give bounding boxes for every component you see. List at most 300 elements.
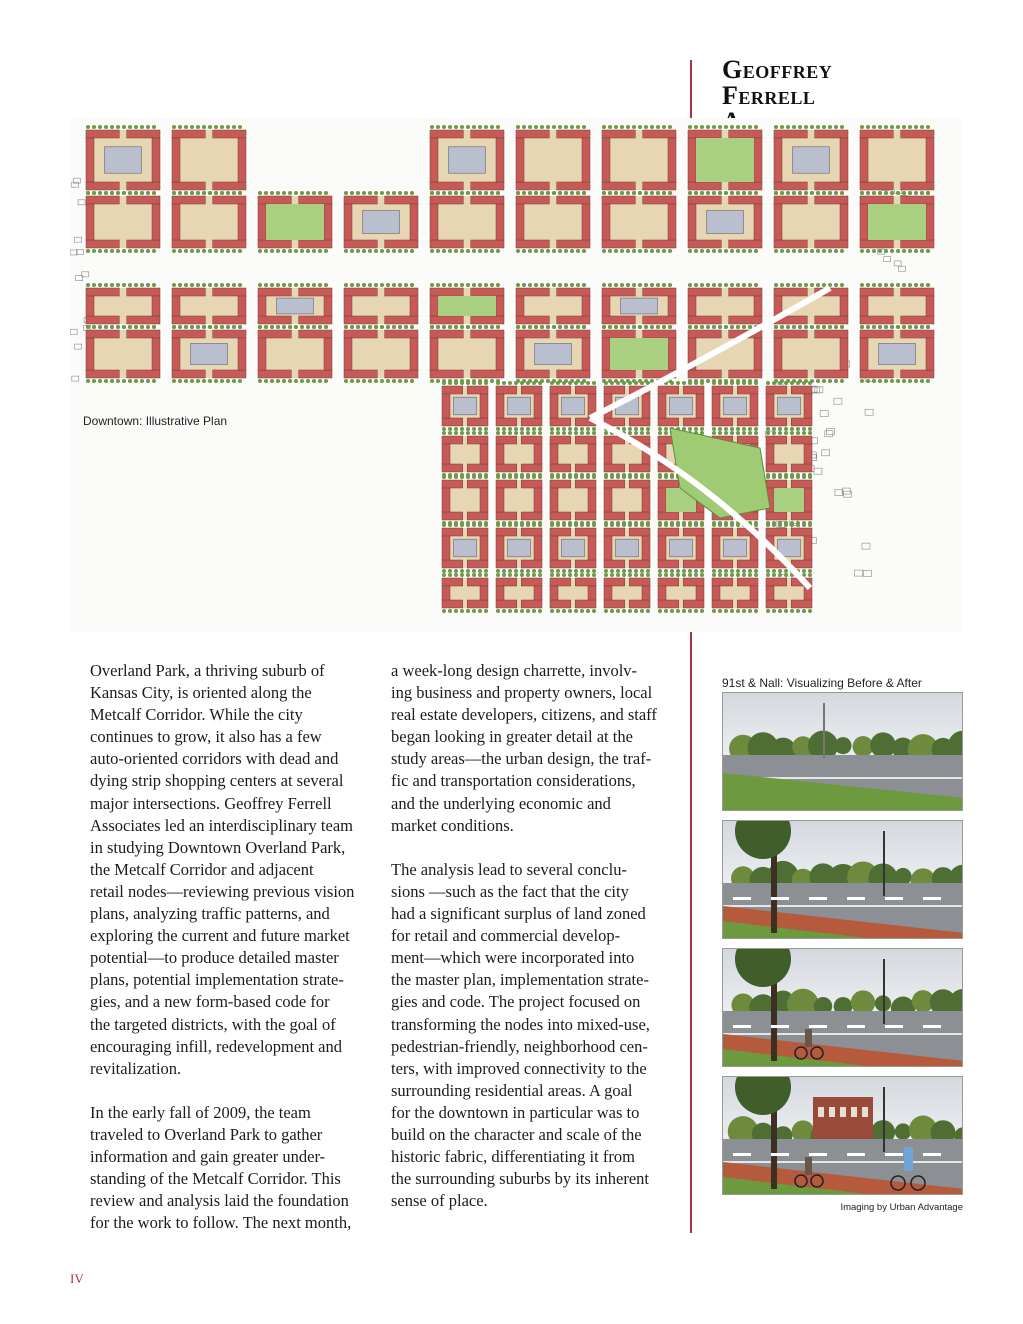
city-block	[602, 325, 676, 383]
tree	[644, 125, 648, 129]
tree	[592, 431, 596, 435]
tree	[688, 569, 692, 573]
tree	[748, 325, 752, 329]
crosswalk	[885, 1025, 903, 1028]
tree	[392, 283, 396, 287]
tree	[778, 431, 782, 435]
block-courtyard	[172, 130, 246, 190]
tree	[454, 249, 458, 253]
tree	[238, 325, 242, 329]
tree	[514, 381, 518, 385]
tree	[610, 569, 614, 573]
tree	[490, 249, 494, 253]
tree	[460, 569, 464, 573]
tree	[122, 191, 126, 195]
tree	[828, 325, 832, 329]
text-line: for the downtown in particular was to	[391, 1102, 640, 1122]
tree	[448, 191, 452, 195]
tree	[232, 379, 236, 383]
building	[344, 196, 377, 204]
building	[840, 138, 848, 182]
building	[467, 528, 488, 536]
building	[860, 182, 893, 190]
tree	[908, 249, 912, 253]
tree	[86, 325, 90, 329]
tree	[270, 379, 274, 383]
tree	[784, 427, 788, 431]
tree	[442, 381, 446, 385]
building	[550, 536, 558, 560]
city-block	[516, 325, 590, 383]
building	[774, 338, 782, 370]
tree	[546, 249, 550, 253]
tree	[172, 191, 176, 195]
tree	[146, 325, 150, 329]
crosswalk	[771, 897, 789, 900]
building	[643, 196, 676, 204]
building	[901, 182, 934, 190]
tree	[662, 283, 666, 287]
tree	[638, 325, 642, 329]
tree	[356, 283, 360, 287]
building	[152, 138, 160, 182]
tree	[604, 381, 608, 385]
tree	[718, 609, 722, 613]
tree	[580, 569, 584, 573]
tree	[496, 249, 500, 253]
building	[127, 370, 160, 378]
building	[901, 330, 934, 338]
tree	[374, 191, 378, 195]
building	[575, 560, 596, 568]
tree	[410, 283, 414, 287]
tree	[386, 379, 390, 383]
building	[213, 240, 246, 248]
tree	[772, 569, 776, 573]
tree	[472, 573, 476, 577]
building	[496, 586, 504, 600]
tree	[712, 191, 716, 195]
building	[840, 296, 848, 316]
tree	[808, 569, 812, 573]
tree	[766, 431, 770, 435]
building	[86, 196, 119, 204]
city-block	[604, 573, 650, 613]
tree	[380, 249, 384, 253]
building	[442, 512, 463, 520]
text-line: build on the character and scale of the	[391, 1124, 642, 1144]
tree	[534, 283, 538, 287]
building	[430, 130, 463, 138]
building	[86, 338, 94, 370]
tree	[134, 325, 138, 329]
building	[712, 536, 720, 560]
tree	[238, 283, 242, 287]
tree	[128, 379, 132, 383]
building	[575, 578, 596, 586]
tree	[840, 191, 844, 195]
tree	[276, 325, 280, 329]
tree	[202, 283, 206, 287]
building	[442, 600, 463, 608]
building	[496, 418, 517, 426]
tree	[870, 732, 896, 758]
tree	[472, 283, 476, 287]
tree	[748, 573, 752, 577]
tree	[92, 249, 96, 253]
tree	[484, 325, 488, 329]
tree	[466, 249, 470, 253]
tree	[436, 125, 440, 129]
tree	[908, 379, 912, 383]
tree	[890, 379, 894, 383]
tree	[110, 379, 114, 383]
tree	[592, 569, 596, 573]
building	[496, 444, 504, 464]
building	[516, 288, 549, 296]
building	[516, 196, 549, 204]
tree	[220, 325, 224, 329]
building	[534, 536, 542, 560]
tree	[564, 249, 568, 253]
tree	[602, 283, 606, 287]
crosswalk	[809, 897, 827, 900]
tree	[574, 573, 578, 577]
building	[471, 130, 504, 138]
building	[550, 488, 558, 512]
building	[575, 386, 596, 394]
building	[688, 330, 721, 338]
tree	[884, 283, 888, 287]
tree	[730, 283, 734, 287]
tree	[688, 609, 692, 613]
tree	[772, 573, 776, 577]
building	[791, 560, 812, 568]
building	[668, 138, 676, 182]
tree	[380, 283, 384, 287]
tree	[128, 283, 132, 287]
tree	[712, 381, 716, 385]
tree	[620, 283, 624, 287]
tree	[586, 573, 590, 577]
tree	[214, 191, 218, 195]
text-column-1	[90, 660, 380, 1257]
tree	[640, 569, 644, 573]
tree	[306, 379, 310, 383]
tree	[502, 523, 506, 527]
tree	[736, 125, 740, 129]
building	[766, 600, 787, 608]
tree	[664, 569, 668, 573]
tree	[208, 325, 212, 329]
tree	[580, 427, 584, 431]
tree	[528, 125, 532, 129]
building	[442, 528, 463, 536]
tree	[460, 283, 464, 287]
tree	[556, 573, 560, 577]
tree	[392, 249, 396, 253]
crosswalk	[733, 1153, 751, 1156]
tree	[808, 431, 812, 435]
tree	[724, 191, 728, 195]
building	[550, 512, 571, 520]
tree	[466, 609, 470, 613]
text-line: review and analysis laid the foundation	[90, 1191, 349, 1211]
tree	[208, 125, 212, 129]
tree	[610, 609, 614, 613]
building	[604, 512, 625, 520]
tree	[140, 191, 144, 195]
building	[550, 394, 558, 418]
building	[550, 418, 571, 426]
tree	[895, 1123, 911, 1139]
tree	[622, 609, 626, 613]
tree	[98, 191, 102, 195]
city-block	[604, 475, 650, 525]
tree	[232, 283, 236, 287]
crosswalk	[771, 1025, 789, 1028]
city-block	[860, 283, 934, 329]
building	[442, 436, 463, 444]
tree	[264, 191, 268, 195]
tree	[472, 523, 476, 527]
crosswalk	[809, 1153, 827, 1156]
tree	[448, 249, 452, 253]
building	[467, 512, 488, 520]
tree	[552, 325, 556, 329]
building	[238, 138, 246, 182]
tree	[632, 125, 636, 129]
tree	[104, 125, 108, 129]
building	[172, 130, 205, 138]
tree	[86, 249, 90, 253]
tree	[460, 573, 464, 577]
building	[658, 578, 679, 586]
tree	[540, 125, 544, 129]
tree	[522, 325, 526, 329]
tree	[622, 573, 626, 577]
tree	[840, 379, 844, 383]
building	[658, 600, 679, 608]
city-block	[774, 325, 848, 383]
building	[521, 578, 542, 586]
tree	[178, 191, 182, 195]
tree	[682, 609, 686, 613]
tree	[466, 523, 470, 527]
tree	[442, 125, 446, 129]
text-line: real estate developers, citizens, and staff	[391, 705, 657, 725]
tree	[436, 249, 440, 253]
tree	[622, 523, 626, 527]
building	[643, 316, 676, 324]
tree	[350, 325, 354, 329]
text-line: surrounding residential areas. A goal	[391, 1080, 633, 1100]
building	[774, 204, 782, 240]
building	[712, 528, 733, 536]
tree	[496, 569, 500, 573]
building	[496, 480, 517, 488]
tree	[532, 381, 536, 385]
building	[901, 196, 934, 204]
building	[901, 288, 934, 296]
tree	[568, 475, 572, 479]
tree	[872, 191, 876, 195]
tree	[778, 609, 782, 613]
tree	[374, 379, 378, 383]
building	[258, 240, 291, 248]
building	[86, 296, 94, 316]
building	[471, 196, 504, 204]
tree	[754, 381, 758, 385]
tree	[214, 125, 218, 129]
tree	[570, 325, 574, 329]
tree	[478, 475, 482, 479]
tree	[694, 191, 698, 195]
tree	[754, 569, 758, 573]
tree	[208, 249, 212, 253]
tree	[742, 573, 746, 577]
parking-structure	[105, 147, 142, 173]
tree	[766, 573, 770, 577]
tree	[448, 431, 452, 435]
tree	[570, 283, 574, 287]
building	[688, 204, 696, 240]
building	[860, 370, 893, 378]
tree	[430, 249, 434, 253]
city-block	[86, 283, 160, 329]
tree	[804, 249, 808, 253]
building	[683, 528, 704, 536]
tree	[478, 427, 482, 431]
block-courtyard	[602, 130, 676, 190]
tree	[538, 381, 542, 385]
tree	[550, 427, 554, 431]
tree	[706, 379, 710, 383]
building	[643, 130, 676, 138]
tree	[190, 249, 194, 253]
building	[774, 196, 807, 204]
tree	[748, 381, 752, 385]
tree	[538, 569, 542, 573]
tree	[604, 569, 608, 573]
tree	[670, 609, 674, 613]
tree	[790, 475, 794, 479]
tree	[724, 125, 728, 129]
tree	[700, 427, 704, 431]
tree	[688, 283, 692, 287]
building	[604, 536, 612, 560]
building	[604, 488, 612, 512]
tree	[860, 191, 864, 195]
building	[471, 330, 504, 338]
building	[172, 296, 180, 316]
tree	[282, 379, 286, 383]
tree	[576, 249, 580, 253]
tree	[810, 249, 814, 253]
tree	[724, 381, 728, 385]
tree	[546, 379, 550, 383]
building	[688, 130, 721, 138]
building	[860, 204, 868, 240]
tree	[920, 191, 924, 195]
tree	[496, 325, 500, 329]
tree	[668, 249, 672, 253]
building	[754, 138, 762, 182]
tree	[98, 249, 102, 253]
tree	[514, 569, 518, 573]
tree	[472, 325, 476, 329]
lane-marking	[723, 1033, 963, 1035]
building	[258, 316, 291, 324]
tree	[264, 379, 268, 383]
header-divider	[690, 60, 692, 120]
tree	[724, 609, 728, 613]
tree	[778, 523, 782, 527]
building	[172, 338, 180, 370]
building	[516, 204, 524, 240]
tree	[312, 283, 316, 287]
tree	[778, 573, 782, 577]
tree	[442, 431, 446, 435]
building	[344, 338, 352, 370]
tree	[658, 523, 662, 527]
tree	[318, 191, 322, 195]
block-courtyard	[860, 130, 934, 190]
building	[643, 240, 676, 248]
tree	[472, 381, 476, 385]
tree	[146, 249, 150, 253]
building	[521, 436, 542, 444]
text-line: the master plan, implementation strate-	[391, 970, 649, 990]
tree	[616, 573, 620, 577]
tree	[682, 569, 686, 573]
building	[658, 536, 666, 560]
tree	[122, 283, 126, 287]
tree	[196, 125, 200, 129]
city-block	[860, 325, 934, 383]
tree	[122, 249, 126, 253]
tree	[676, 609, 680, 613]
tree	[866, 325, 870, 329]
tree	[646, 523, 650, 527]
tree	[718, 427, 722, 431]
tree	[920, 379, 924, 383]
tree	[586, 427, 590, 431]
tree	[790, 431, 794, 435]
tree	[640, 431, 644, 435]
building	[766, 528, 787, 536]
tree	[766, 609, 770, 613]
tree	[616, 381, 620, 385]
text-line: market conditions.	[391, 815, 514, 835]
building	[471, 288, 504, 296]
tree	[908, 283, 912, 287]
building	[324, 296, 332, 316]
tree	[628, 475, 632, 479]
text-line: continues to grow, it also has a few	[90, 727, 322, 747]
tree	[116, 249, 120, 253]
tree	[632, 191, 636, 195]
city-block	[172, 191, 246, 253]
tree	[608, 125, 612, 129]
tree	[526, 431, 530, 435]
tree	[196, 191, 200, 195]
tree	[508, 431, 512, 435]
tree	[866, 125, 870, 129]
tree	[570, 125, 574, 129]
tree	[908, 191, 912, 195]
tree	[694, 125, 698, 129]
